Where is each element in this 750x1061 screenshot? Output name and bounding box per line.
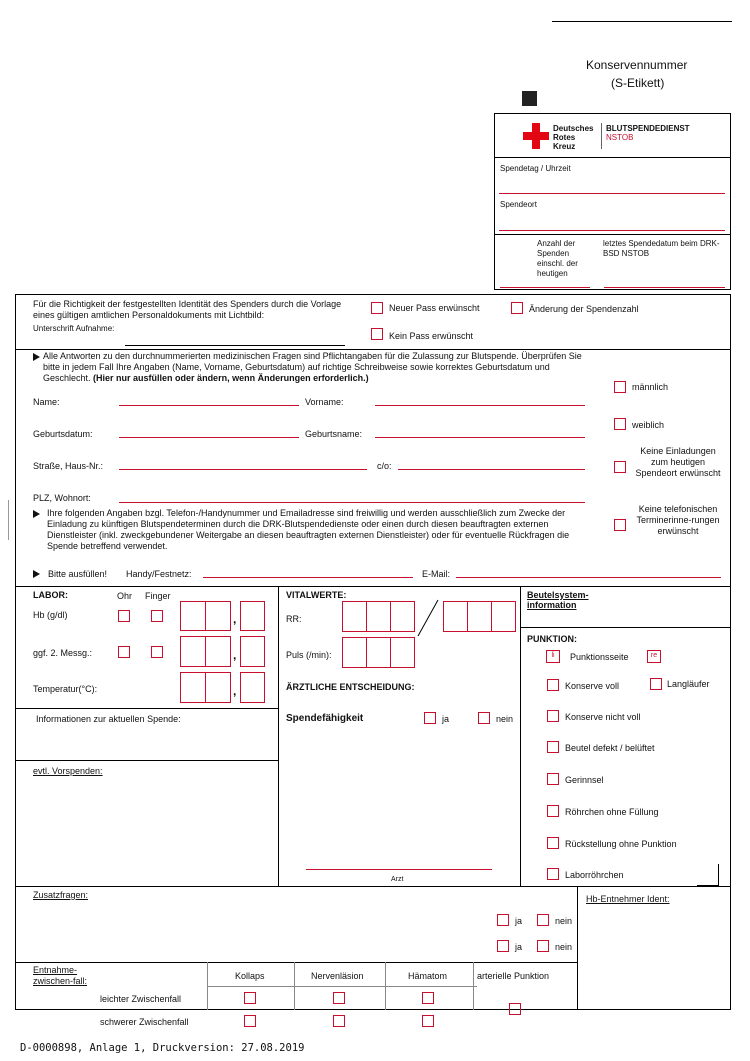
spendetag-label: Spendetag / Uhrzeit (500, 164, 571, 173)
seite-label: Punktionsseite (570, 652, 629, 662)
spende-nein-checkbox[interactable] (478, 712, 490, 724)
rr-slash-icon (416, 599, 440, 637)
geburtsname-label: Geburtsname: (305, 429, 363, 439)
vertical-divider-hb (577, 886, 578, 1010)
keine-telefon-checkbox[interactable] (614, 519, 626, 531)
li-checkbox[interactable]: li (546, 650, 560, 663)
vorspenden-label: evtl. Vorspenden: (33, 766, 103, 776)
strasse-label: Straße, Haus-Nr.: (33, 461, 104, 471)
finger-label: Finger (145, 591, 171, 601)
labor-title: LABOR: (33, 590, 68, 600)
temp-digit[interactable] (205, 672, 231, 703)
strasse-field[interactable] (119, 469, 367, 470)
schwer-haematom-checkbox[interactable] (422, 1015, 434, 1027)
table-row-line (207, 986, 477, 987)
rr-dia-digit[interactable] (491, 601, 516, 632)
contact-note: Ihre folgenden Angaben bzgl. Telefon-/Handynummer und Emailadresse sind freiwillig und werden ausschließlich zum Zwecke der Einladung zu künftigen Blutspendeterminen durch die DRK-Blutspendedienste oder einen durch diesen beauftragten externen Dienstleister (inkl. zweckgebundener Weitergabe an diesen beauftragten externen Dienstleister) oder für eventuelle Rückfragen die Spende betreffend verwendet. (47, 508, 570, 551)
beutel-title: Beutelsystem-information (527, 590, 589, 610)
corner-mark (697, 864, 719, 886)
spendefaehigkeit-label: Spendefähigkeit (286, 713, 364, 724)
zusatz1-nein-checkbox[interactable] (537, 914, 549, 926)
divider-zusatz (15, 962, 577, 963)
top-line (552, 21, 732, 22)
divider-info (15, 760, 278, 761)
zusatz2-nein-checkbox[interactable] (537, 940, 549, 952)
messg-decimal-digit[interactable] (240, 636, 265, 667)
identity-text: Für die Richtigkeit der festgestellten Identität des Spenders durch die Vorlage eines gültigen amtlichen Personaldokuments mit Lichtbild: (33, 299, 342, 320)
rr-label: RR: (286, 614, 302, 624)
logo-text-1: Deutsches (553, 124, 594, 133)
konserve-voll-label: Konserve voll (565, 681, 620, 691)
aerztlich-title: ÄRZTLICHE ENTSCHEIDUNG: (286, 682, 415, 692)
arzt-signature-line[interactable] (306, 869, 492, 870)
punktion-title: PUNKTION: (527, 634, 577, 644)
logo-separator (601, 123, 602, 149)
rr-dia-digit[interactable] (443, 601, 468, 632)
weiblich-checkbox[interactable] (614, 418, 626, 430)
name-field[interactable] (119, 405, 299, 406)
footer-text: D-0000898, Anlage 1, Druckversion: 27.08.2019 (20, 1042, 305, 1054)
schwer-kollaps-checkbox[interactable] (244, 1015, 256, 1027)
name-label: Name: (33, 397, 60, 407)
geburtsdatum-field[interactable] (119, 437, 299, 438)
kein-pass-label: Kein Pass erwünscht (389, 331, 474, 341)
hb-digit[interactable] (180, 601, 206, 631)
header-divider-1 (494, 157, 731, 158)
maennlich-checkbox[interactable] (614, 381, 626, 393)
keine-einladungen-label: Keine Einladungen zum heutigen Spendeort erwünscht (635, 446, 721, 478)
konserve-label: Konservennummer (586, 58, 688, 72)
vertical-divider-2 (520, 586, 521, 886)
leicht-haematom-checkbox[interactable] (422, 992, 434, 1004)
zusatz2-ja-checkbox[interactable] (497, 940, 509, 952)
temp-label: Temperatur(°C): (33, 684, 98, 694)
zusatz2-ja-label: ja (515, 942, 523, 952)
vorname-label: Vorname: (305, 397, 344, 407)
spende-nein-label: nein (496, 714, 514, 724)
co-label: c/o: (377, 461, 392, 471)
hb-comma: , (233, 612, 237, 626)
hb-decimal-digit[interactable] (240, 601, 265, 631)
info-aktuell-label: Informationen zur aktuellen Spende: (36, 714, 181, 724)
hb-finger-checkbox[interactable] (151, 610, 163, 622)
maennlich-label: männlich (632, 382, 669, 392)
rr-dia-digit[interactable] (467, 601, 492, 632)
letztes-line[interactable] (604, 287, 725, 288)
geburtsname-field[interactable] (375, 437, 585, 438)
registration-mark (522, 91, 537, 106)
spendeort-label: Spendeort (500, 200, 537, 209)
re-checkbox[interactable]: re (647, 650, 661, 663)
vital-title: VITALWERTE: (286, 590, 347, 600)
anzahl-label: Anzahl der Spenden einschl. der heutigen (537, 239, 578, 278)
weiblich-label: weiblich (632, 420, 665, 430)
rr-sys-digit[interactable] (366, 601, 391, 632)
zusatz2-nein-label: nein (555, 942, 573, 952)
divider-identity (15, 349, 731, 350)
puls-label: Puls (/min): (286, 650, 332, 660)
spende-ja-checkbox[interactable] (424, 712, 436, 724)
zusatz1-ja-label: ja (515, 916, 523, 926)
email-label: E-Mail: (422, 569, 451, 579)
beutel-defekt-label: Beutel defekt / belüftet (565, 743, 655, 753)
neuer-pass-checkbox[interactable] (371, 302, 383, 314)
leicht-label: leichter Zwischenfall (100, 994, 182, 1004)
neuer-pass-label: Neuer Pass erwünscht (389, 303, 480, 313)
messg-ohr-checkbox[interactable] (118, 646, 130, 658)
header-divider-2 (494, 234, 731, 235)
hb-ident-label: Hb-Entnehmer Ident: (586, 894, 670, 904)
co-field[interactable] (398, 469, 585, 470)
gerinnsel-label: Gerinnsel (565, 775, 604, 785)
logo-text-2: Rotes (553, 133, 576, 142)
zusatz-title: Zusatzfragen: (33, 890, 89, 900)
rueckstellung-checkbox[interactable] (547, 837, 559, 849)
plz-label: PLZ, Wohnort: (33, 493, 91, 503)
laborroehrchen-checkbox[interactable] (547, 868, 559, 880)
temp-digit[interactable] (180, 672, 206, 703)
gerinnsel-checkbox[interactable] (547, 773, 559, 785)
arrow-icon (33, 570, 40, 578)
messg-comma: , (233, 648, 237, 662)
plz-field[interactable] (119, 502, 585, 503)
margin-mark (8, 500, 9, 540)
roehrchen-checkbox[interactable] (547, 805, 559, 817)
schwer-nerven-checkbox[interactable] (333, 1015, 345, 1027)
konserve-sublabel: (S-Etikett) (611, 76, 665, 90)
laborroehrchen-label: Laborröhrchen (565, 870, 624, 880)
temp-decimal-digit[interactable] (240, 672, 265, 703)
keine-einladungen-checkbox[interactable] (614, 461, 626, 473)
divider-middle (15, 886, 731, 887)
vorname-field[interactable] (375, 405, 585, 406)
handy-label: Handy/Festnetz: (126, 569, 192, 579)
hb-ohr-checkbox[interactable] (118, 610, 130, 622)
entnahme-title: Entnahme-zwischen-fall: (33, 965, 88, 986)
handy-field[interactable] (203, 577, 413, 578)
spende-ja-label: ja (442, 714, 450, 724)
kollaps-header: Kollaps (235, 971, 265, 981)
vertical-divider-1 (278, 586, 279, 886)
aenderung-checkbox[interactable] (511, 302, 523, 314)
signature-line[interactable] (125, 345, 345, 346)
schwer-label: schwerer Zwischenfall (100, 1017, 189, 1027)
arrow-icon (33, 510, 40, 518)
letztes-label: letztes Spendedatum beim DRK-BSD NSTOB (603, 239, 720, 258)
arteriell-header: arterielle Punktion (477, 971, 550, 981)
intro-text: Alle Antworten zu den durchnummerierten medizinischen Fragen sind Pflichtangaben für die Zulassung zur Blutspende. Überprüfen Sie bitte in jedem Fall Ihre Angaben (Name, Vorname, Geburtsdatum) auf richtige Schreibweise sowie korrektes Geburtsdatum und Geschlecht. (Hier nur ausfüllen oder ändern, wenn Änderungen erforderlich.) (43, 351, 582, 383)
puls-digit[interactable] (390, 637, 415, 668)
messg-finger-checkbox[interactable] (151, 646, 163, 658)
spendetag-line[interactable] (499, 193, 725, 194)
logo-text-3: Kreuz (553, 142, 576, 151)
nicht-voll-checkbox[interactable] (547, 710, 559, 722)
rueckstellung-label: Rückstellung ohne Punktion (565, 839, 677, 849)
ohr-label: Ohr (117, 591, 133, 601)
messg-digit[interactable] (180, 636, 206, 667)
roehrchen-label: Röhrchen ohne Füllung (565, 807, 659, 817)
puls-digit[interactable] (366, 637, 391, 668)
keine-telefon-label: Keine telefonischen Terminerinne-rungen erwünscht (636, 504, 720, 536)
nerven-header: Nervenläsion (311, 971, 364, 981)
geburtsdatum-label: Geburtsdatum: (33, 429, 93, 439)
divider-personal (15, 586, 731, 587)
divider-beutel (520, 627, 731, 628)
nicht-voll-label: Konserve nicht voll (565, 712, 641, 722)
zusatz1-nein-label: nein (555, 916, 573, 926)
aenderung-label: Änderung der Spendenzahl (529, 304, 639, 314)
hb-digit[interactable] (205, 601, 231, 631)
arzt-label: Arzt (391, 876, 404, 883)
langlaeufer-checkbox[interactable] (650, 678, 662, 690)
leicht-kollaps-checkbox[interactable] (244, 992, 256, 1004)
langlaeufer-label: Langläufer (667, 679, 710, 689)
email-field[interactable] (456, 577, 721, 578)
rr-sys-digit[interactable] (390, 601, 415, 632)
hb-label: Hb (g/dl) (33, 610, 68, 620)
bitte-label: Bitte ausfüllen! (48, 569, 108, 579)
red-cross-icon (523, 123, 549, 149)
temp-comma: , (233, 684, 237, 698)
service-subtitle: NSTOB (606, 133, 634, 142)
anzahl-line[interactable] (500, 287, 590, 288)
puls-digit[interactable] (342, 637, 367, 668)
messg-digit[interactable] (205, 636, 231, 667)
service-title: BLUTSPENDEDIENST (606, 124, 690, 133)
rr-sys-digit[interactable] (342, 601, 367, 632)
messg-label: ggf. 2. Messg.: (33, 648, 93, 658)
kein-pass-checkbox[interactable] (371, 328, 383, 340)
haematom-header: Hämatom (408, 971, 448, 981)
beutel-defekt-checkbox[interactable] (547, 741, 559, 753)
leicht-nerven-checkbox[interactable] (333, 992, 345, 1004)
divider-labor (15, 708, 278, 709)
signature-label: Unterschrift Aufnahme: (33, 324, 115, 333)
arteriell-checkbox[interactable] (509, 1003, 521, 1015)
konserve-voll-checkbox[interactable] (547, 679, 559, 691)
zusatz1-ja-checkbox[interactable] (497, 914, 509, 926)
spendeort-line[interactable] (499, 230, 725, 231)
arrow-icon (33, 353, 40, 361)
